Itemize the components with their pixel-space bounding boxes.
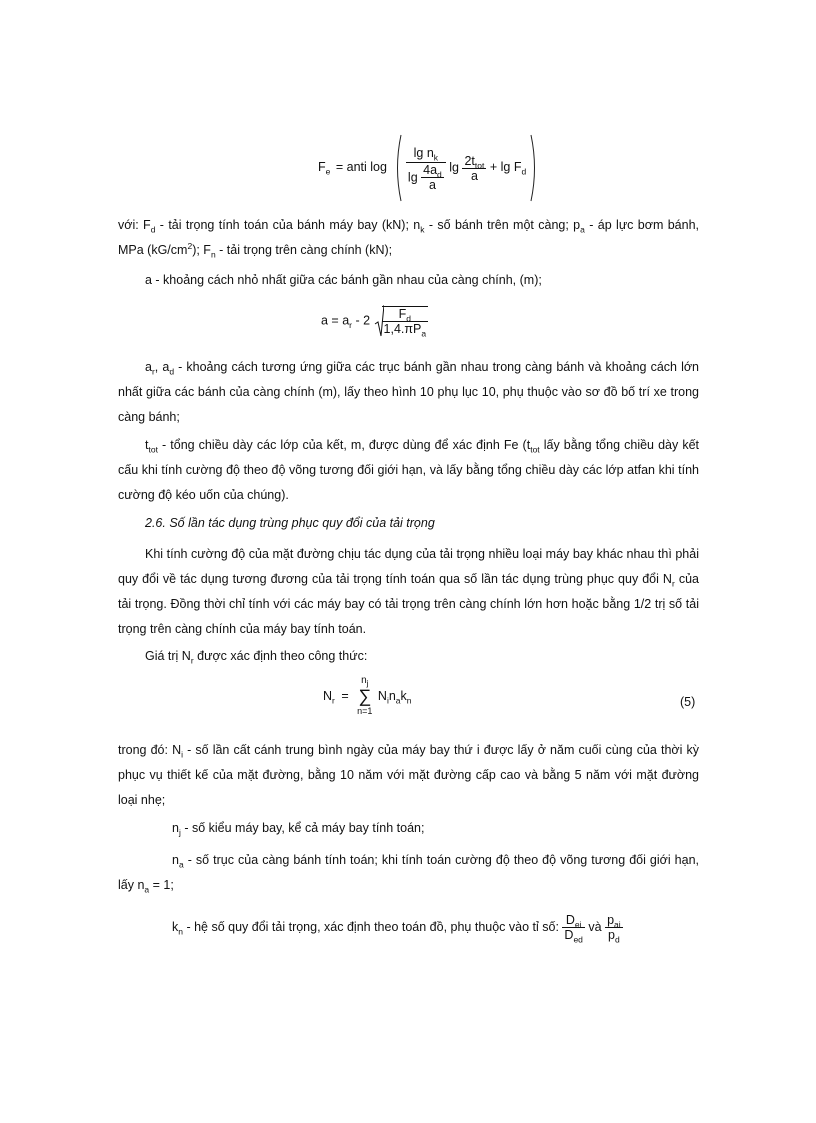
section-heading: 2.6. Số lần tác dụng trùng phục quy đổi của tải trọng (145, 516, 435, 530)
paragraph-kn: $k_n$ - hệ số quy đổi tải trọng, xác định theo toán đồ, phụ thuộc vào tỉ số: $\frac{D_{ei}}{D_{ed}}$ và $\frac{p_{ai}}{p_d}$ (172, 913, 621, 945)
paragraph-nj: $n_j$ - số kiểu máy bay, kể cả máy bay tính toán; (172, 821, 425, 838)
formula-a: $a = a_r - 2$ $\frac{F_d}{1,4.\pi P_a}$ (321, 304, 428, 338)
fe-inner-fraction: $\lg n_k$ lg $\frac{4a_d}{a}$ (406, 144, 446, 192)
fe-frac2: $\frac{2t_{tot}}{a}$ (464, 153, 485, 183)
paragraph-nr-intro: Giá trị $N_r$ được xác định theo công thức: (145, 649, 368, 666)
fe-lhs: $F_e$ (318, 160, 331, 177)
paragraph-a: a - khoảng cách nhỏ nhất giữa các bánh gần nhau của càng chính, (m); (145, 273, 542, 287)
sum-symbol: $n_j$ ∑ n=1 (357, 675, 373, 716)
equation-number: (5) (680, 695, 696, 709)
paragraph-intro: Khi tính cường độ của mặt đường chịu tác dụng của tải trọng nhiều loại máy bay khác nhau thì phải quy đổi về tác dụng tương đương của tải trọng tính toán qua số lần tác dụng trùng phục quy đổi $N_r$ của tải trọng. Đồng thời chỉ tính với các máy bay có tải trọng trên càng chính lớn hơn hoặc bằng 1/2 trị số tải trọng trên càng chính của máy bay tính toán. (118, 547, 699, 636)
right-paren (530, 134, 540, 202)
fe-eq: = anti log (335, 160, 387, 175)
paragraph-ar-ad: $a_r$, $a_d$ - khoảng cách tương ứng giữa các trục bánh gần nhau trong càng bánh và khoảng cách lớn nhất giữa các bánh của càng chính (m), lấy theo hình 10 phụ lục 10, phụ thuộc vào sơ đồ bố trí xe trong càng bánh; (118, 360, 699, 424)
paragraph-na: $n_a$ - số trục của càng bánh tính toán; khi tính toán cường độ theo độ võng tương đối giới hạn, lấy $n_a = 1$; (118, 853, 699, 895)
fe-plus: + $\lg F_d$ (489, 160, 527, 177)
paragraph-ni: trong đó: $N_i$ - số lần cất cánh trung bình ngày của máy bay thứ i được lấy ở năm cuối cùng của thời kỳ phục vụ thiết kế của mặt đường, bằng 10 năm với mặt đường cấp cao và bằng 5 năm với mặt đường loại nhẹ; (118, 743, 700, 807)
formula-nr: $N_r$ = $n_j$ ∑ n=1 $N_in_ak_n$ (323, 675, 412, 716)
ratio-p: $\frac{p_{ai}}{p_d}$ (607, 913, 621, 945)
formula-fe: $F_e$ = anti log $\lg n_k$ lg $\frac{4a_d}{a}$ lg $\frac{2t_{tot}}{a}$ + $\lg F_d$ (318, 134, 540, 202)
paragraph-ttot: $t_{tot}$ - tổng chiều dày các lớp của kết, m, được dùng để xác định Fe ($t_{tot}$ lấy bằng tổng chiều dày kết cấu khi tính cường độ theo độ võng tương đối giới hạn, và lấy bằng tổng chiều dày các lớp atfan khi tính cường độ kéo uốn của chúng). (118, 438, 699, 502)
ratio-d: $\frac{D_{ei}}{D_{ed}}$ (564, 913, 583, 945)
left-paren (392, 134, 402, 202)
sqrt-fraction: $\frac{F_d}{1,4.\pi P_a}$ (383, 307, 427, 339)
paragraph-definitions: với: $F_d$ - tải trọng tính toán của bánh máy bay (kN); $n_k$ - số bánh trên một càng; $p_a$ - áp lực bơm bánh, MPa $(kG/cm^2)$; $F_n$ - tải trọng trên càng chính (kN); (118, 218, 700, 260)
